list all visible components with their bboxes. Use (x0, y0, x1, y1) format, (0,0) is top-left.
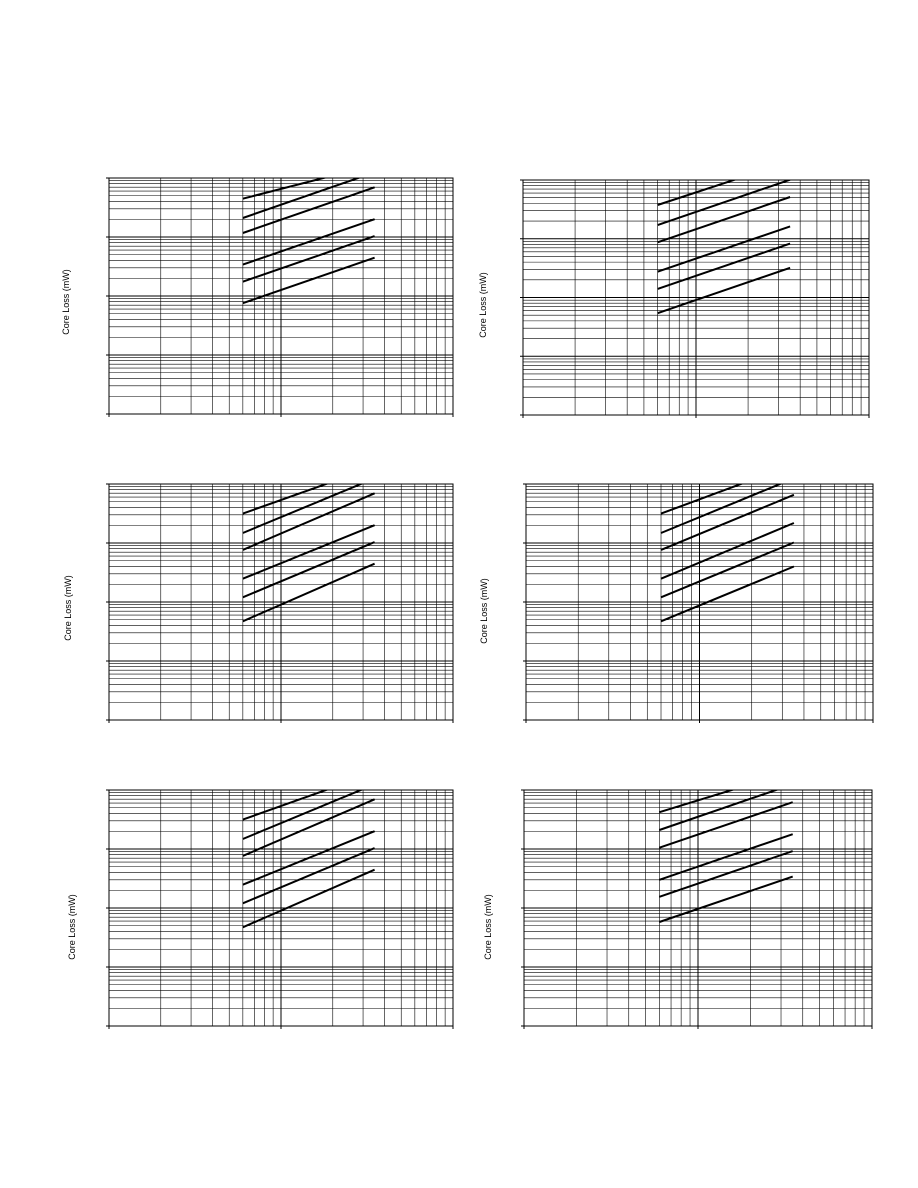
core-loss-chart-2 (475, 170, 875, 420)
series-line-6 (243, 564, 375, 622)
y-axis-label: Core Loss (mW) (66, 894, 77, 960)
core-loss-chart-6 (475, 782, 875, 1032)
core-loss-chart-4 (475, 476, 880, 726)
plot-area (475, 170, 875, 420)
grid (109, 484, 453, 720)
plot-area (60, 170, 460, 420)
series-line-6 (661, 567, 794, 622)
grid (523, 180, 869, 415)
series-line-5 (658, 244, 791, 289)
series-group (243, 784, 375, 927)
series-group (243, 172, 375, 303)
y-axis-label: Core Loss (mW) (477, 272, 488, 338)
core-loss-chart-5 (60, 782, 460, 1032)
grid (526, 484, 873, 720)
y-axis-label: Core Loss (mW) (478, 578, 489, 644)
grid (109, 790, 453, 1026)
plot-area (60, 782, 460, 1032)
series-line-3 (658, 197, 791, 242)
core-loss-chart-1 (60, 170, 460, 420)
y-axis-label: Core Loss (mW) (62, 575, 73, 641)
series-line-2 (658, 180, 791, 225)
series-line-3 (661, 495, 794, 550)
series-line-6 (243, 870, 375, 928)
grid (109, 178, 453, 414)
series-group (659, 784, 792, 922)
plot-area (60, 476, 460, 726)
series-line-6 (659, 877, 792, 922)
y-axis-label: Core Loss (mW) (482, 894, 493, 960)
y-axis-label: Core Loss (mW) (60, 269, 71, 335)
series-group (243, 478, 375, 621)
plot-area (475, 476, 880, 726)
series-group (661, 478, 794, 621)
core-loss-chart-3 (60, 476, 460, 726)
series-line-4 (658, 226, 791, 271)
plot-area (475, 782, 875, 1032)
